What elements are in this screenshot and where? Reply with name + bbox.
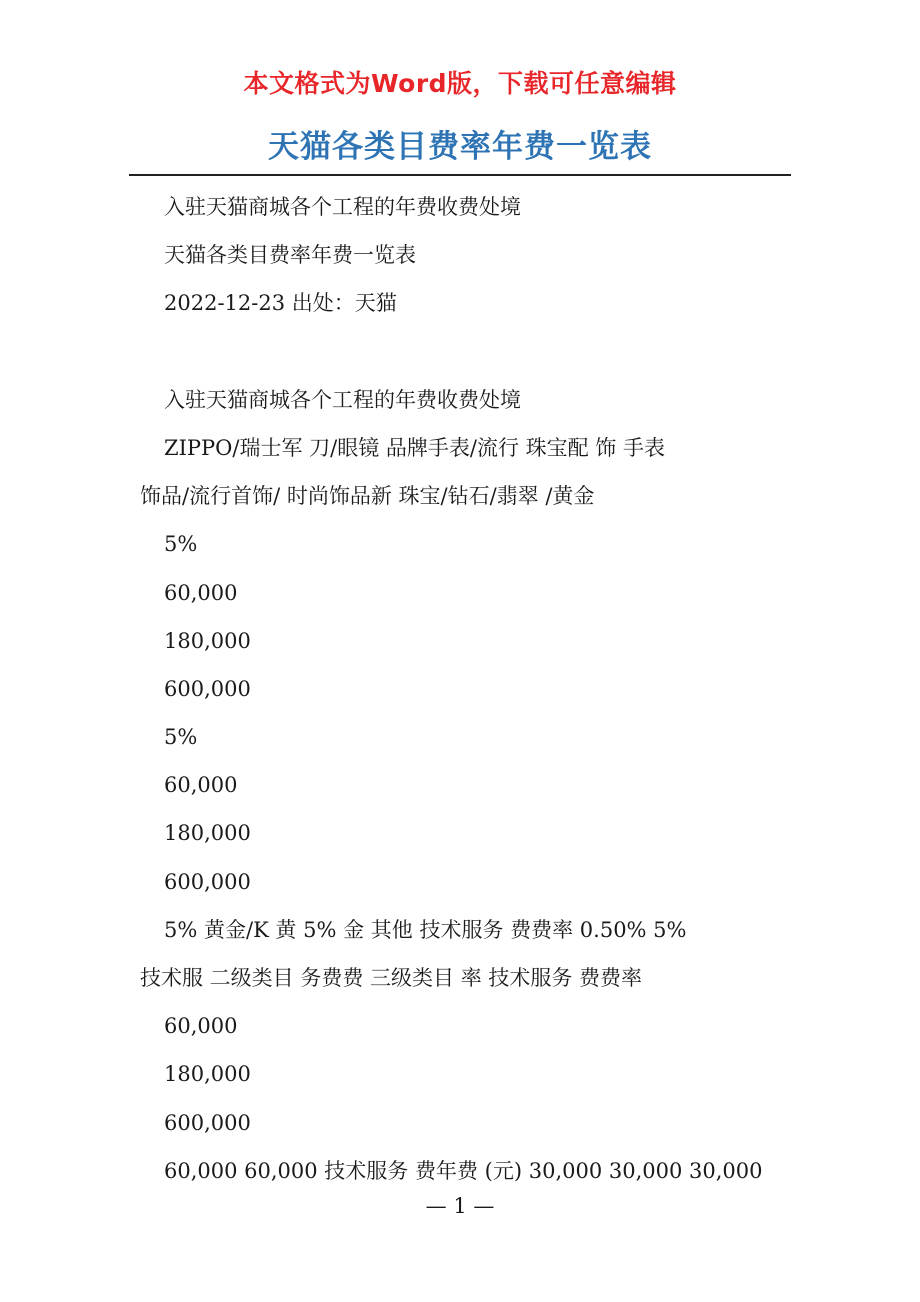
section-heading: 入驻天猫商城各个工程的年费收费处境	[164, 387, 521, 412]
fee-value: 180,000	[164, 1062, 251, 1087]
category-line-2: 饰品/流行首饰/ 时尚饰品新 珠宝/钻石/翡翠 /黄金	[140, 484, 595, 509]
rate-detail-line-2: 技术服 二级类目 务费费 三级类目 率 技术服务 费费率	[140, 966, 643, 990]
category-line-1: ZIPPO/瑞士军 刀/眼镜 品牌手表/流行 珠宝配 饰 手表	[164, 435, 665, 460]
document-title: 天猫各类目费率年费一览表	[268, 129, 652, 165]
fee-value: 60,000	[164, 773, 238, 798]
rate-detail-line-1: 5% 黄金/K 黄 5% 金 其他 技术服务 费费率 0.50% 5%	[164, 917, 687, 942]
fee-value: 180,000	[164, 821, 251, 846]
date-source-line: 2022-12-23 出处：天猫	[164, 291, 397, 316]
blank-line	[140, 328, 785, 376]
rate-value: 5%	[164, 725, 198, 750]
fee-value: 600,000	[164, 869, 251, 894]
annual-fee-line: 60,000 60,000 技术服务 费年费 (元) 30,000 30,000 30,000	[164, 1158, 763, 1183]
fee-value: 600,000	[164, 676, 251, 701]
title-divider	[129, 174, 791, 176]
fee-value: 180,000	[164, 628, 251, 653]
fee-value: 60,000	[164, 1014, 238, 1039]
rate-value: 5%	[164, 532, 198, 557]
word-format-banner: 本文格式为Word版，下载可任意编辑	[243, 69, 677, 98]
subtitle-line: 天猫各类目费率年费一览表	[164, 243, 416, 268]
fee-value: 600,000	[164, 1110, 251, 1135]
fee-value: 60,000	[164, 580, 238, 605]
page-number: — 1 —	[425, 1194, 495, 1218]
document-body	[140, 183, 785, 1195]
intro-heading: 入驻天猫商城各个工程的年费收费处境	[164, 195, 521, 219]
